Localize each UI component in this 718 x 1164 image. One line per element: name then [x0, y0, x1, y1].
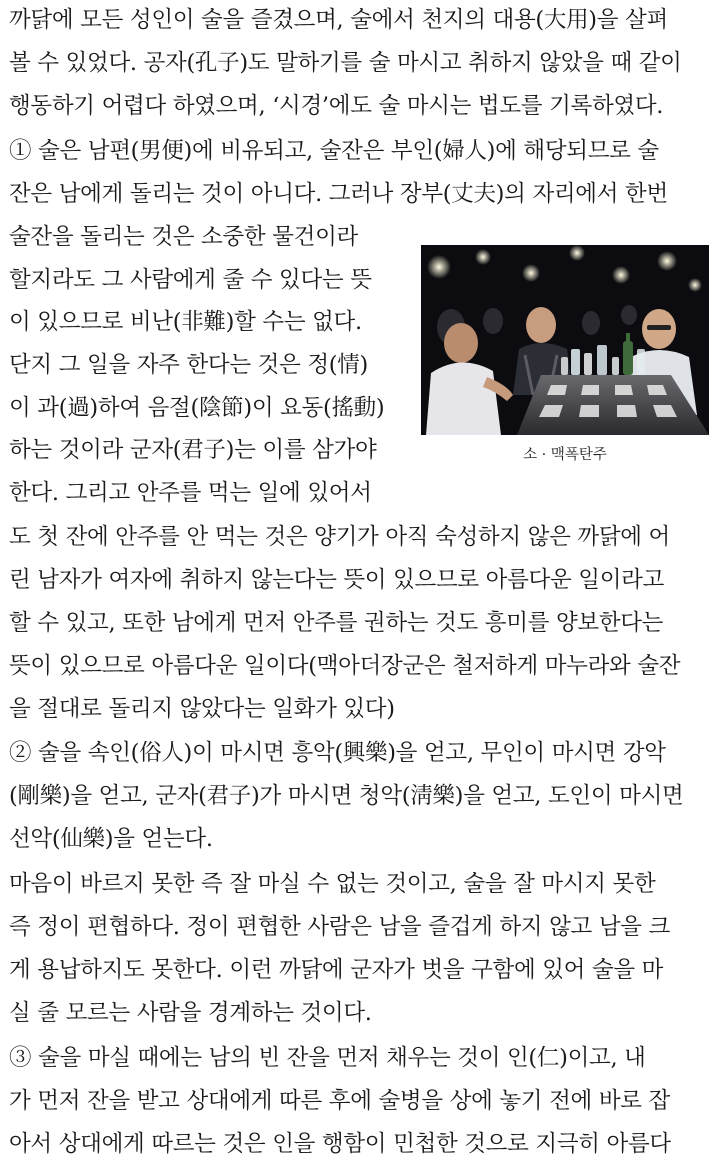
text-line: 까닭에 모든 성인이 술을 즐겼으며, 술에서 천지의 대용(大用)을 살펴: [9, 7, 668, 33]
text-line: 도 첫 잔에 안주를 안 먹는 것은 양기가 아직 숙성하지 않은 까닭에 어: [9, 524, 670, 550]
text-line: 린 남자가 여자에 취하지 않는다는 뜻이 있으므로 아름다운 일이라고: [9, 567, 664, 593]
text-line: 아서 상대에게 따르는 것은 인을 행함이 민첩한 것으로 지극히 아름다: [9, 1131, 671, 1157]
text-line: 뜻이 있으므로 아름다운 일이다(맥아더장군은 철저하게 마누라와 술잔: [9, 653, 681, 679]
text-line: 행동하기 어렵다 하였으며, ‘시경’에도 술 마시는 법도를 기록하였다.: [9, 93, 664, 119]
text-line: 을 절대로 돌리지 않았다는 일화가 있다): [9, 696, 395, 722]
text-line: 잔은 남에게 돌리는 것이 아니다. 그러나 장부(丈夫)의 자리에서 한번: [9, 181, 668, 207]
text-line: ② 술을 속인(俗人)이 마시면 흥악(興樂)을 얻고, 무인이 마시면 강악: [9, 740, 666, 766]
text-line: 게 용납하지도 못한다. 이런 까닭에 군자가 벗을 구함에 있어 술을 마: [9, 957, 664, 983]
text-line: ① 술은 남편(男便)에 비유되고, 술잔은 부인(婦人)에 해당되므로 술: [9, 138, 659, 164]
text-line: ③ 술을 마실 때에는 남의 빈 잔을 먼저 채우는 것이 인(仁)이고, 내: [9, 1045, 646, 1071]
text-line: 할 수 있고, 또한 남에게 먼저 안주를 권하는 것도 흥미를 양보한다는: [9, 610, 664, 636]
text-line: (剛樂)을 얻고, 군자(君子)가 마시면 청악(淸樂)을 얻고, 도인이 마시면: [9, 783, 684, 809]
text-line: 하는 것이라 군자(君子)는 이를 삼가야: [9, 437, 377, 463]
text-line: 술잔을 돌리는 것은 소중한 물건이라: [9, 224, 358, 250]
text-line: 가 먼저 잔을 받고 상대에게 따른 후에 술병을 상에 놓기 전에 바로 잡: [9, 1088, 670, 1114]
text-line: 실 줄 모르는 사람을 경계하는 것이다.: [9, 1000, 372, 1026]
figure-caption: 소 · 맥폭탄주: [523, 447, 607, 463]
text-line: 즉 정이 편협하다. 정이 편협한 사람은 남을 즐겁게 하지 않고 남을 크: [9, 914, 670, 940]
text-line: 이 과(過)하여 음절(陰節)이 요동(搖動): [9, 395, 385, 421]
bar-photo: [421, 245, 709, 435]
text-line: 볼 수 있었다. 공자(孔子)도 말하기를 술 마시고 취하지 않았을 때 같이: [9, 50, 682, 76]
text-line: 한다. 그리고 안주를 먹는 일에 있어서: [9, 480, 372, 506]
text-line: 단지 그 일을 자주 한다는 것은 정(情): [9, 352, 368, 378]
text-line: 할지라도 그 사람에게 줄 수 있다는 뜻: [9, 267, 372, 293]
text-line: 마음이 바르지 못한 즉 잘 마실 수 없는 것이고, 술을 잘 마시지 못한: [9, 871, 656, 897]
text-line: 선악(仙樂)을 얻는다.: [9, 826, 213, 852]
text-line: 이 있으므로 비난(非難)할 수는 없다.: [9, 309, 362, 335]
